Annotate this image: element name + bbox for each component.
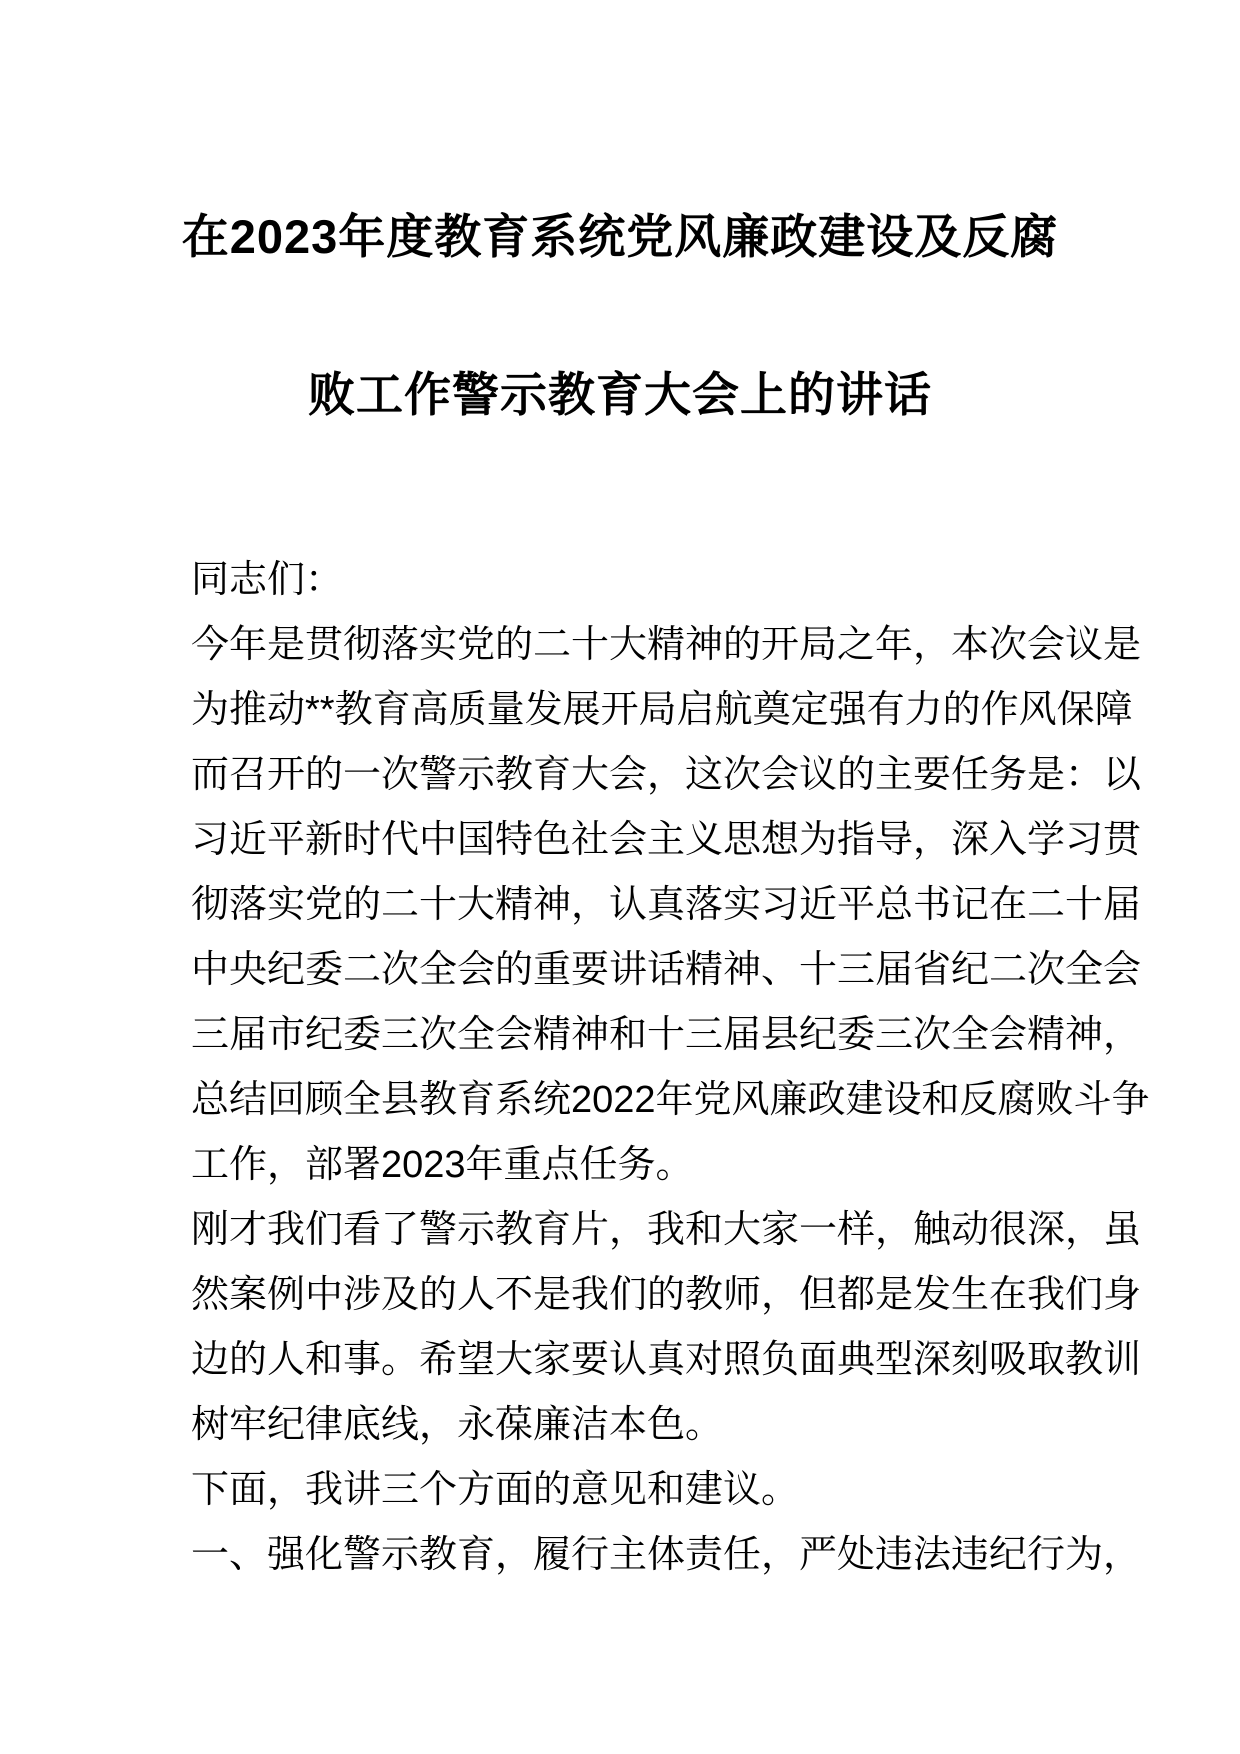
paragraph	[191, 613, 1150, 1198]
text-line: 一、强化警示教育，履行主体责任，严处违法违纪行为，	[191, 1534, 1142, 1576]
text-line: 总结回顾全县教育系统2022年党风廉政建设和反腐败斗争	[191, 1079, 1150, 1121]
text-line: 刚才我们看了警示教育片，我和大家一样，触动很深，虽	[191, 1209, 1142, 1251]
paragraph	[191, 1458, 1061, 1523]
text-line: 三届市纪委三次全会精神和十三届县纪委三次全会精神，	[191, 1014, 1142, 1056]
document-body	[191, 548, 1150, 1588]
text-line: 今年是贯彻落实党的二十大精神的开局之年，本次会议是	[191, 624, 1142, 666]
text-line: 为推动**教育高质量发展开局启航奠定强有力的作风保障	[191, 689, 1133, 731]
document-title-line-2: 败工作警示教育大会上的讲话	[308, 368, 932, 421]
text-line: 工作，部署2023年重点任务。	[191, 1144, 694, 1186]
text-line: 同志们：	[191, 559, 344, 601]
text-line: 然案例中涉及的人不是我们的教师，但都是发生在我们身	[191, 1274, 1142, 1316]
text-line: 彻落实党的二十大精神，认真落实习近平总书记在二十届	[191, 884, 1142, 926]
paragraph	[191, 548, 1061, 613]
text-line: 中央纪委二次全会的重要讲话精神、十三届省纪二次全会	[191, 949, 1142, 991]
text-line: 边的人和事。希望大家要认真对照负面典型深刻吸取教训	[191, 1339, 1142, 1381]
text-line: 而召开的一次警示教育大会，这次会议的主要任务是：以	[191, 754, 1142, 796]
text-line: 习近平新时代中国特色社会主义思想为指导，深入学习贯	[191, 819, 1142, 861]
document-title-line-1: 在2023年度教育系统党风廉政建设及反腐	[181, 210, 1059, 263]
paragraph	[191, 1198, 1142, 1458]
text-line: 树牢纪律底线，永葆廉洁本色。	[191, 1404, 724, 1446]
paragraph	[191, 1523, 1142, 1588]
text-line: 下面，我讲三个方面的意见和建议。	[191, 1469, 800, 1511]
